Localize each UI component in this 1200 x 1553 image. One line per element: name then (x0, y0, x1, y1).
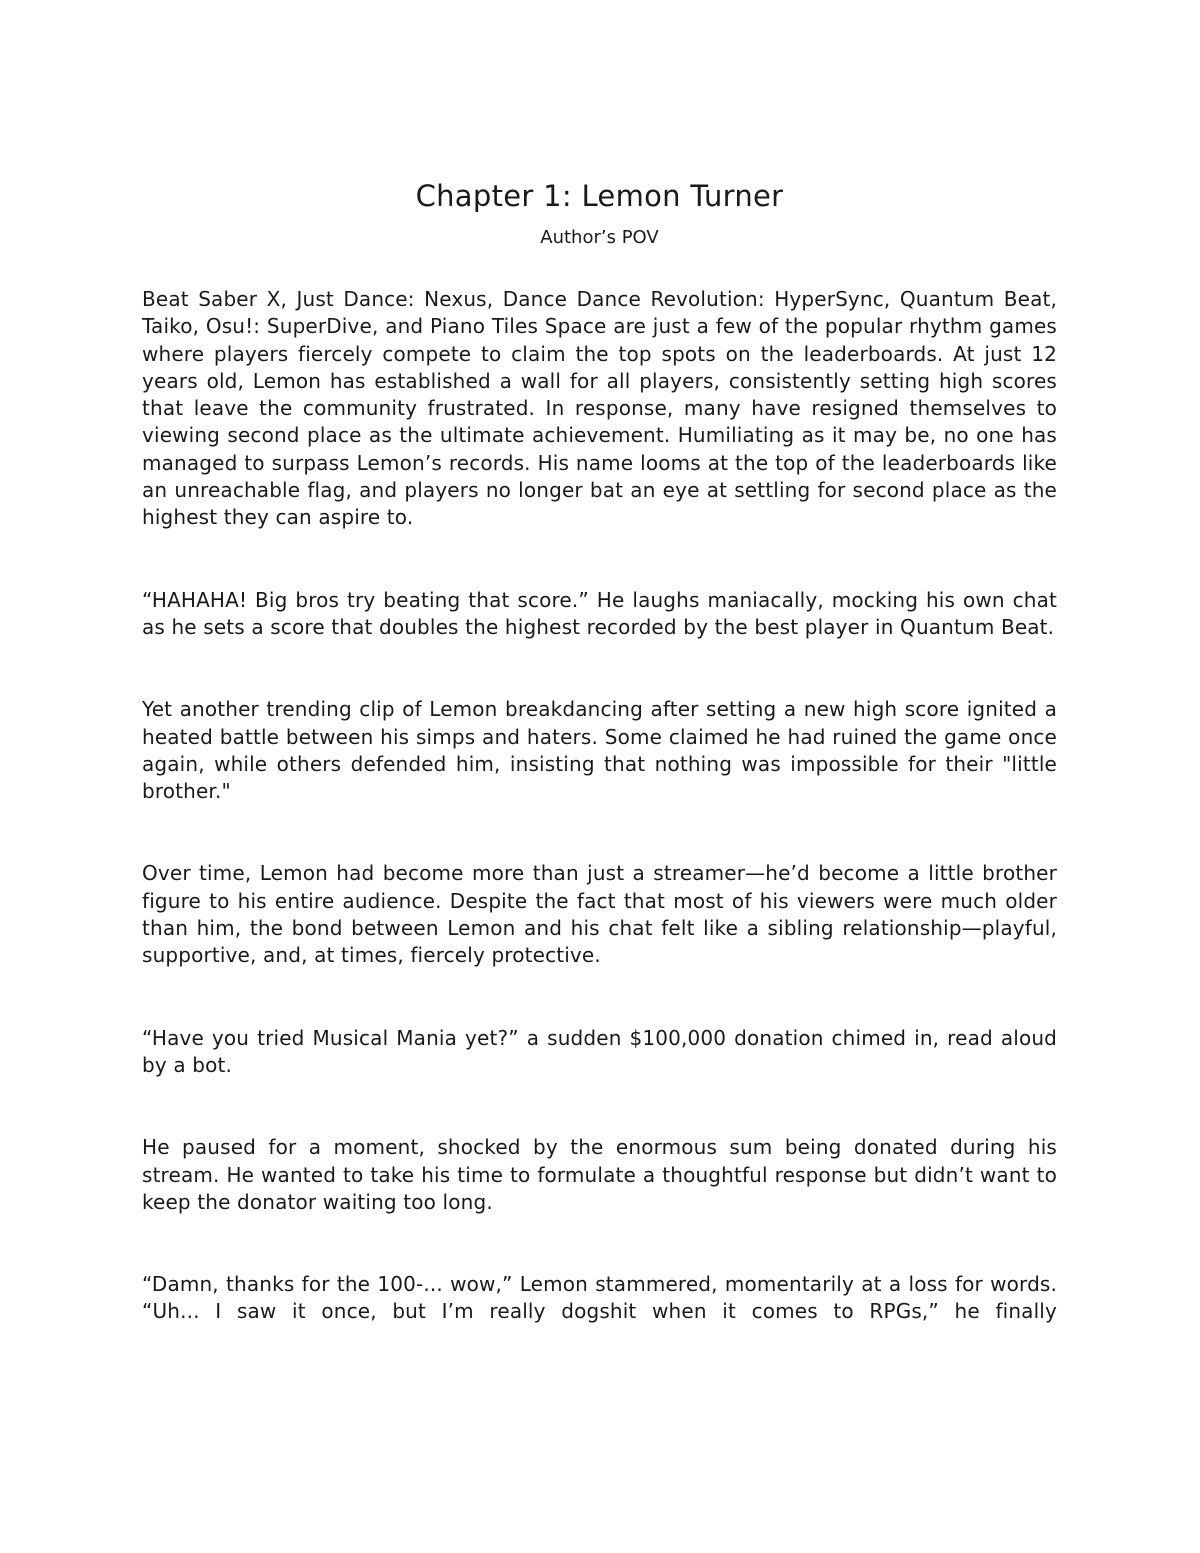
paragraph: “Damn, thanks for the 100-... wow,” Lemon stammered, momentarily at a loss for words. “Uh... I saw it once, but I’m really dogshit when it comes to RPGs,” he finally (142, 1272, 1057, 1324)
paragraph: “HAHAHA! Big bros try beating that score.” He laughs maniacally, mocking his own chat as he sets a score that doubles the highest recorded by the best player in Quantum Beat. (142, 587, 1057, 639)
paragraph: Over time, Lemon had become more than just a streamer—he’d become a little brother figure to his entire audience. Despite the fact that most of his viewers were much older than him, the bond between Lemon and his chat felt like a sibling relationship—playful, supportive, and, at times, fiercely protective. (142, 861, 1057, 968)
paragraph: Yet another trending clip of Lemon breakdancing after setting a new high score ignited a heated battle between his simps and haters. Some claimed he had ruined the game once again, while others defended him, insisting that nothing was impossible for their "little brother." (142, 697, 1057, 804)
chapter-title: Chapter 1: Lemon Turner (415, 179, 784, 213)
pov-subtitle: Author’s POV (540, 227, 659, 248)
paragraph: “Have you tried Musical Mania yet?” a sudden $100,000 donation chimed in, read aloud by a bot. (142, 1025, 1057, 1077)
paragraph: Beat Saber X, Just Dance: Nexus, Dance Dance Revolution: HyperSync, Quantum Beat, Taiko, Osu!: SuperDive, and Piano Tiles Space are just a few of the popular rhythm games where players fiercely compete to claim the top spots on the leaderboards. At just 12 years old, Lemon has established a wall for all players, consistently setting high scores that leave the community frustrated. In response, many have resigned themselves to viewing second place as the ultimate achievement. Humiliating as it may be, no one has managed to surpass Lemon’s records. His name looms at the top of the leaderboards like an unreachable flag, and players no longer bat an eye at settling for second place as the highest they can aspire to. (142, 287, 1057, 530)
paragraph-list (142, 286, 1057, 1326)
document-body (142, 176, 1057, 1326)
paragraph: He paused for a moment, shocked by the enormous sum being donated during his stream. He wanted to take his time to formulate a thoughtful response but didn’t want to keep the donator waiting too long. (142, 1135, 1057, 1214)
